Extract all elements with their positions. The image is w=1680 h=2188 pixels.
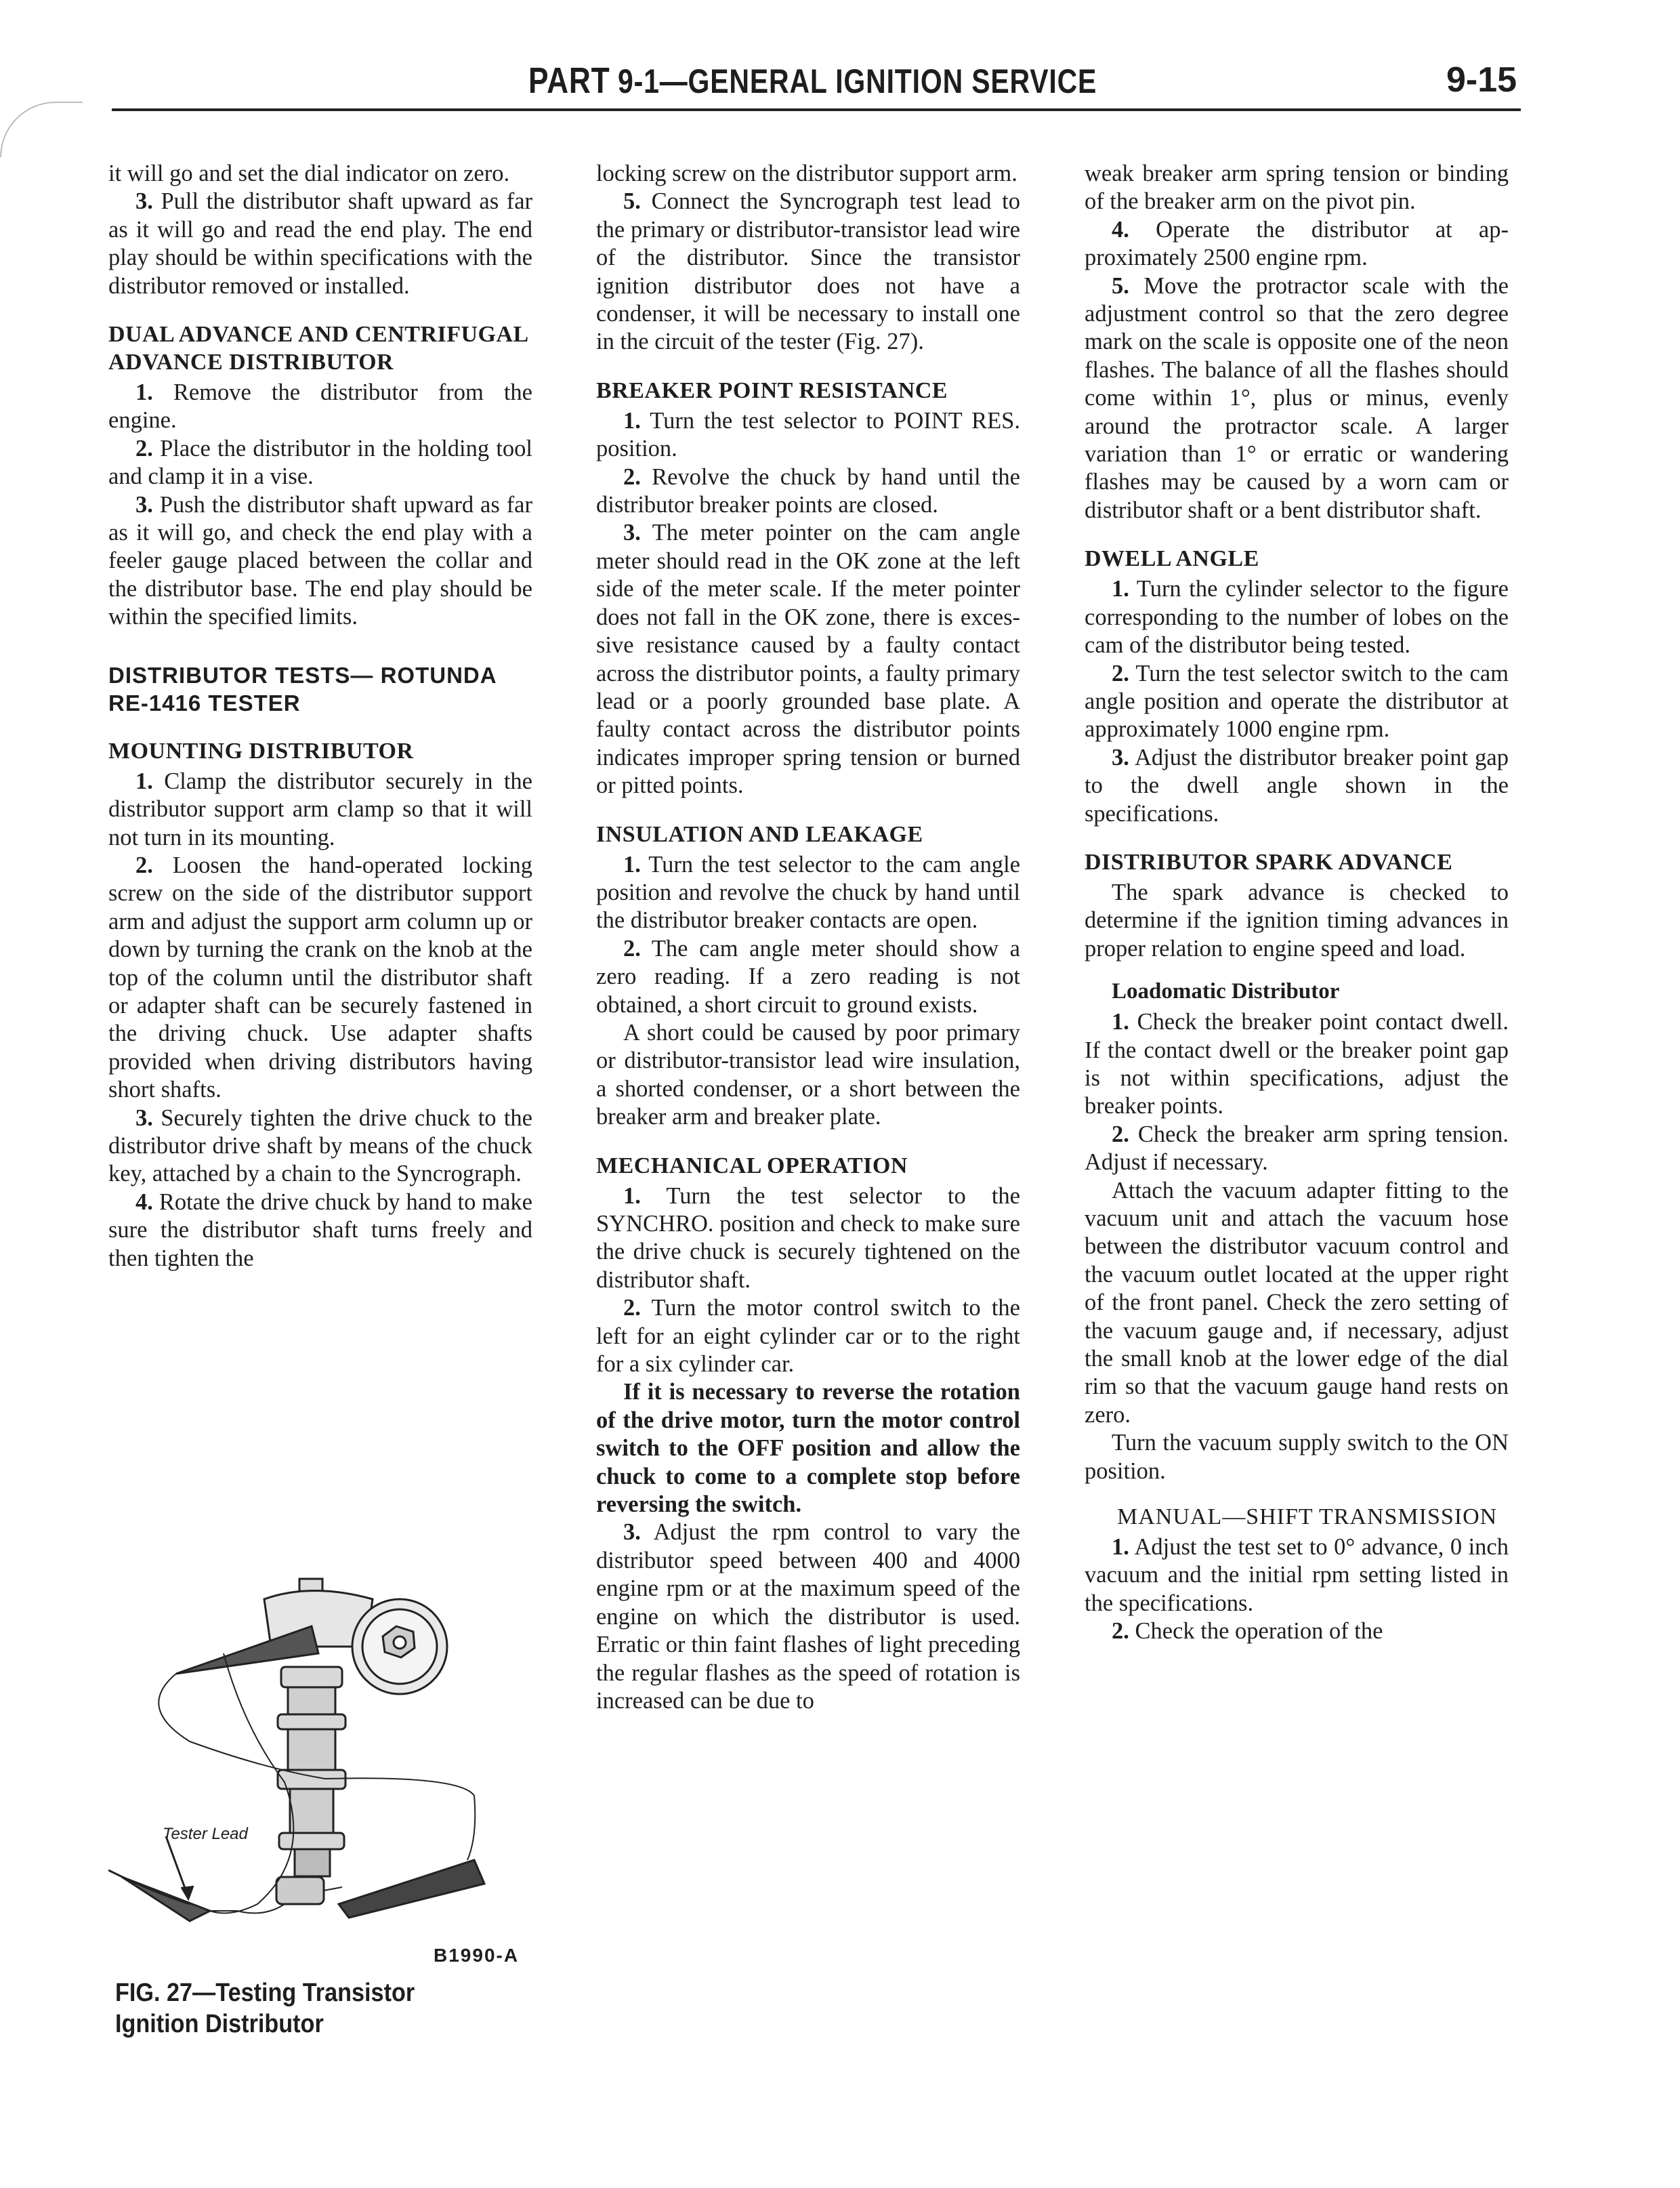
paragraph-text: Check the breaker point contact dwell. If the contact dwell or the breaker point gap is not within specifications, adjust the breaker points.	[1085, 1009, 1509, 1119]
header-section: 9-1—GENERAL IGNITION SERVICE	[618, 62, 1097, 100]
paragraph-text: Turn the cylinder selector to the figure corresponding to the number of lobes on the cam of the distributor being tested.	[1085, 576, 1509, 659]
figure-id: B1990-A	[434, 1945, 520, 1966]
column-left	[108, 160, 532, 1273]
paragraph-text: Turn the test selector to POINT RES. position.	[596, 407, 1020, 462]
paragraph-text: Turn the test selector switch to the cam angle position and operate the distributor at approximately 1000 engine rpm.	[1085, 660, 1509, 743]
paragraph-text: Adjust the rpm control to vary the distributor speed between 400 and 4000 engine rpm or at the maximum speed of the engine on which the distributor is used. Erratic or thin faint flashes of light preceding the regular flashes as the speed of rotation is increased can be due to	[596, 1519, 1020, 1714]
paragraph-text: Push the distributor shaft upward as far as it will go, and check the end play with a feeler gauge placed between the collar and the distributor base. The end play should be within the specified limits.	[108, 491, 532, 630]
paragraph-text: Attach the vacuum adapter fitting to the vacuum unit and attach the vacuum hose between the distributor vacuum control and the vacuum outlet located at the upper right of the front panel. Check the zero setting of the vacuum gauge and, if necessary, adjust the small knob at the lower edge of the dial rim so that the vacuum gauge hand rests on zero.	[1085, 1177, 1509, 1428]
paragraph-text: The cam angle meter should show a zero reading. If a zero reading is not obtained, a short circuit to ground exists.	[596, 935, 1020, 1018]
step-number: 3.	[135, 1105, 153, 1131]
paragraph-text: Turn the test selector to the cam angle position and revolve the chuck by hand until the distributor breaker contacts are open.	[596, 851, 1020, 934]
step-number: 2.	[623, 935, 641, 962]
paragraph-text: Turn the vacuum supply switch to the ON position.	[1085, 1430, 1509, 1484]
step-number: 1.	[623, 1182, 641, 1209]
paragraph	[596, 1182, 1020, 1295]
paragraph-text: weak breaker arm spring tension or binding of the breaker arm on the pivot pin.	[1085, 161, 1509, 215]
paragraph-text: Pull the distributor shaft upward as far as it will go and read the end play. The end play should be within specifications with the distributor removed or installed.	[108, 188, 532, 299]
paragraph-text: Securely tighten the drive chuck to the distributor drive shaft by means of the chuck key, attached by a chain to the Syncrograph.	[108, 1105, 532, 1187]
section-heading: MANUAL—SHIFT TRANSMISSION	[1117, 1504, 1498, 1530]
section-heading: DISTRIBUTOR TESTS— ROTUNDA RE-1416 TESTER	[108, 662, 497, 716]
section-heading: MOUNTING DISTRIBUTOR	[108, 738, 414, 764]
caution-paragraph	[596, 1378, 1020, 1519]
paragraph-text: Connect the Syncrograph test lead to the primary or distributor-transistor lead wire of the distributor. Since the transistor ignition distributor does not have a condenser, it will be necessary to install one in the circuit of the tester (Fig. 27).	[596, 188, 1020, 355]
paragraph	[108, 768, 532, 852]
paragraph	[1085, 160, 1509, 216]
paragraph	[596, 851, 1020, 935]
paragraph	[596, 463, 1020, 520]
step-number: 5.	[1112, 272, 1129, 299]
step-number: 2.	[623, 463, 641, 490]
page-number: 9-15	[1446, 60, 1517, 100]
paragraph	[108, 435, 532, 491]
step-number: 3.	[1112, 744, 1129, 770]
paragraph	[1085, 1121, 1509, 1177]
column-right	[1085, 160, 1509, 1646]
paragraph	[108, 491, 532, 632]
step-number: 4.	[135, 1189, 153, 1215]
step-number: 1.	[1112, 1534, 1129, 1561]
step-number: 1.	[135, 379, 153, 406]
paragraph	[1085, 1533, 1509, 1617]
paragraph	[596, 935, 1020, 1019]
figure-caption: FIG. 27—Testing Transistor Ignition Distributor	[115, 1979, 415, 2038]
paragraph-text: Turn the test selector to the SYNCHRO. position and check to make sure the drive chuck is securely tightened on the distributor shaft.	[596, 1182, 1020, 1293]
step-number: 1.	[1112, 1009, 1129, 1035]
step-number: 2.	[1112, 660, 1129, 686]
paragraph	[1085, 216, 1509, 272]
paragraph-text: Adjust the test set to 0° advance, 0 inch vacuum and the initial rpm setting listed in the specifications.	[1085, 1534, 1509, 1616]
step-number: 1.	[623, 407, 641, 434]
header-rule	[112, 108, 1521, 111]
step-number: 3.	[623, 1519, 641, 1546]
step-number: 3.	[623, 520, 641, 546]
paragraph	[1085, 575, 1509, 659]
paragraph-text: Rotate the drive chuck by hand to make sure the distributor shaft turns freely and then tighten the	[108, 1189, 532, 1271]
paragraph-text: The meter pointer on the cam angle meter should read in the OK zone at the left side of the meter scale. If the meter pointer does not fall in the OK zone, there is excessive resistance caused by a faulty contact across the distributor points, a faulty primary lead or a poorly grounded base plate. A faulty contact across the distributor points indicates improper spring tension or burned or pitted points.	[596, 520, 1020, 799]
step-number: 1.	[135, 768, 153, 794]
paragraph-text: Revolve the chuck by hand until the distributor breaker points are closed.	[596, 463, 1020, 518]
paragraph	[1085, 1617, 1509, 1645]
step-number: 3.	[135, 491, 153, 518]
paragraph-text: Check the breaker arm spring tension. Adjust if necessary.	[1085, 1121, 1509, 1176]
paragraph	[1085, 1429, 1509, 1485]
step-number: 2.	[1112, 1618, 1129, 1645]
paragraph-text: Place the distributor in the holding tool and clamp it in a vise.	[108, 435, 532, 490]
header-title	[528, 60, 1097, 102]
header-part: PART	[528, 60, 610, 101]
step-number: 5.	[623, 188, 641, 215]
paragraph-text: A short could be caused by poor primary or distributor-transistor lead wire insulation, a shorted condenser, or a short between the breaker arm and breaker plate.	[596, 1019, 1020, 1130]
paragraph	[1085, 879, 1509, 963]
paragraph-text: Loosen the hand-operated locking screw on the side of the distributor support arm and adjust the support arm column up or down by turning the crank on the knob at the top of the column until the distributor shaft or adapter shaft can be securely fastened in the driving chuck. Use adapter shafts provided when driving distributors having short shafts.	[108, 852, 532, 1103]
paragraph	[108, 852, 532, 1105]
paragraph	[108, 1189, 532, 1273]
distributor-illustration	[108, 1552, 542, 1972]
paragraph	[596, 407, 1020, 463]
paragraph-text: Adjust the distributor breaker point gap to the dwell angle shown in the specifications.	[1085, 744, 1509, 827]
paragraph	[108, 160, 532, 188]
step-number: 2.	[623, 1295, 641, 1321]
subsection-heading: Loadomatic Distributor	[1112, 979, 1340, 1004]
step-number: 2.	[1112, 1121, 1129, 1147]
section-heading: BREAKER POINT RESISTANCE	[596, 377, 948, 403]
paragraph	[596, 1519, 1020, 1715]
column-middle	[596, 160, 1020, 1715]
paragraph-text: If it is necessary to reverse the rotation of the drive motor, turn the motor control switch to the OFF position and allow the chuck to come to a complete stop before reversing the switch.	[596, 1379, 1020, 1518]
section-heading: DWELL ANGLE	[1085, 546, 1259, 572]
paragraph	[596, 1019, 1020, 1132]
paragraph-text: Turn the motor control switch to the left for an eight cylinder car or to the right for a six cylinder car.	[596, 1295, 1020, 1378]
paragraph	[1085, 1177, 1509, 1430]
page-corner-decoration	[0, 102, 83, 157]
step-number: 2.	[135, 435, 153, 461]
section-heading: MECHANICAL OPERATION	[596, 1153, 908, 1178]
step-number: 3.	[135, 188, 153, 215]
paragraph	[596, 160, 1020, 188]
paragraph	[1085, 660, 1509, 744]
paragraph-text: The spark advance is checked to determine if the ignition timing advances in proper relation to engine speed and load.	[1085, 879, 1509, 962]
paragraph-text: Move the protractor scale with the adjustment control so that the zero degree mark on the scale is opposite one of the neon flashes. The balance of all the flashes should come within 1°, plus or minus, evenly around the protractor scale. A larger variation than 1° or erratic or wandering flashes may be caused by a worn cam or distributor shaft or a bent distributor shaft.	[1085, 272, 1509, 523]
paragraph-text: Clamp the distributor securely in the distributor support arm clamp so that it will not turn in its mounting.	[108, 768, 532, 850]
paragraph	[108, 188, 532, 300]
tester-lead-label: Tester Lead	[163, 1825, 248, 1843]
section-heading: DISTRIBUTOR SPARK ADVANCE	[1085, 849, 1453, 875]
section-heading: INSULATION AND LEAKAGE	[596, 821, 923, 847]
section-heading: DUAL ADVANCE AND CENTRIFUGAL ADVANCE DISTRIBUTOR	[108, 322, 528, 375]
paragraph	[108, 1105, 532, 1189]
paragraph	[108, 379, 532, 435]
paragraph-text: Remove the distributor from the engine.	[108, 379, 532, 434]
step-number: 2.	[135, 852, 153, 878]
paragraph-text: locking screw on the distributor support arm.	[596, 161, 1017, 186]
paragraph	[1085, 1008, 1509, 1121]
paragraph	[596, 519, 1020, 800]
paragraph	[596, 1294, 1020, 1378]
paragraph-text: Operate the distributor at approximately 2500 engine rpm.	[1085, 216, 1509, 271]
paragraph-text: it will go and set the dial indicator on zero.	[108, 161, 510, 186]
paragraph	[596, 188, 1020, 356]
step-number: 1.	[623, 851, 641, 878]
step-number: 4.	[1112, 216, 1129, 243]
paragraph	[1085, 272, 1509, 525]
step-number: 1.	[1112, 576, 1129, 602]
paragraph	[1085, 744, 1509, 828]
paragraph-text: Check the operation of the	[1129, 1618, 1383, 1645]
page-header	[0, 60, 1680, 107]
